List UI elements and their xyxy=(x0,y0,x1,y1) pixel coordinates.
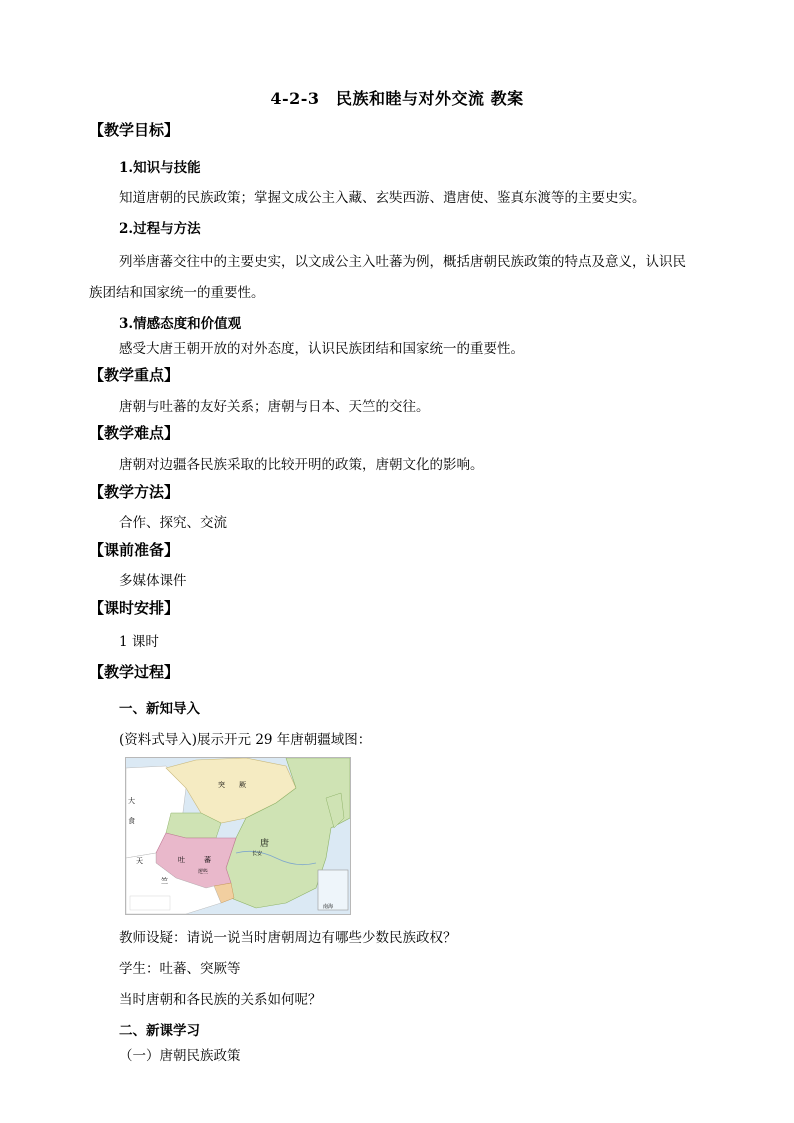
knowledge-heading: 1.知识与技能 xyxy=(119,160,201,176)
map-label-tian: 天 xyxy=(136,857,143,865)
section-difficulty-heading: 【教学难点】 xyxy=(89,424,180,442)
map-label-tu: 吐 xyxy=(178,856,185,864)
process-method-text-1: 列举唐蕃交往中的主要史实，以文成公主入吐蕃为例，概括唐朝民族政策的特点及意义，认识民 xyxy=(119,254,686,270)
process-method-heading: 2.过程与方法 xyxy=(119,221,201,237)
prep-text: 多媒体课件 xyxy=(119,573,187,589)
map-legend xyxy=(130,896,170,910)
focus-text: 唐朝与吐蕃的友好关系；唐朝与日本、天竺的交往。 xyxy=(119,399,430,415)
section-process-heading: 【教学过程】 xyxy=(89,663,180,681)
map-label-tujue: 突 厥 xyxy=(218,781,246,789)
map-label-da: 大 xyxy=(128,797,135,805)
method-text: 合作、探究、交流 xyxy=(119,515,227,531)
map-label-tang: 唐 xyxy=(260,839,270,849)
map-label-changan: 长安 xyxy=(252,851,263,857)
map-label-fan: 蕃 xyxy=(204,856,211,864)
emotion-heading: 3.情感态度和价值观 xyxy=(119,316,242,332)
difficulty-text: 唐朝对边疆各民族采取的比较开明的政策，唐朝文化的影响。 xyxy=(119,457,484,473)
section-focus-heading: 【教学重点】 xyxy=(89,366,180,384)
section-goals-heading: 【教学目标】 xyxy=(89,121,180,139)
teacher-question: 教师设疑：请说一说当时唐朝周边有哪些少数民族政权？ xyxy=(119,930,457,946)
map-label-zhu: 竺 xyxy=(161,877,168,885)
page-title: 4-2-3 民族和睦与对外交流 教案 xyxy=(270,89,524,108)
map-label-nanhai: 南海 xyxy=(323,904,334,910)
intro-heading: 一、新知导入 xyxy=(119,701,200,717)
student-answer: 学生：吐蕃、突厥等 xyxy=(119,961,241,977)
emotion-text: 感受大唐王朝开放的对外态度，认识民族团结和国家统一的重要性。 xyxy=(119,341,524,357)
schedule-text: 1 课时 xyxy=(119,634,159,650)
section-method-heading: 【教学方法】 xyxy=(89,483,180,501)
new-lesson-sub: （一）唐朝民族政策 xyxy=(119,1048,241,1064)
tang-territory-map xyxy=(125,757,351,915)
new-lesson-heading: 二、新课学习 xyxy=(119,1023,200,1039)
process-method-text-2: 族团结和国家统一的重要性。 xyxy=(89,285,265,301)
knowledge-text: 知道唐朝的民族政策；掌握文成公主入藏、玄奘西游、遣唐使、鉴真东渡等的主要史实。 xyxy=(119,190,646,206)
map-label-luoxie: 逻些 xyxy=(198,869,209,875)
section-prep-heading: 【课前准备】 xyxy=(89,541,180,559)
follow-question: 当时唐朝和各民族的关系如何呢？ xyxy=(119,992,322,1008)
section-schedule-heading: 【课时安排】 xyxy=(89,599,180,617)
intro-text: (资料式导入)展示开元 29 年唐朝疆域图： xyxy=(119,732,372,748)
map-label-shi: 食 xyxy=(128,817,135,825)
